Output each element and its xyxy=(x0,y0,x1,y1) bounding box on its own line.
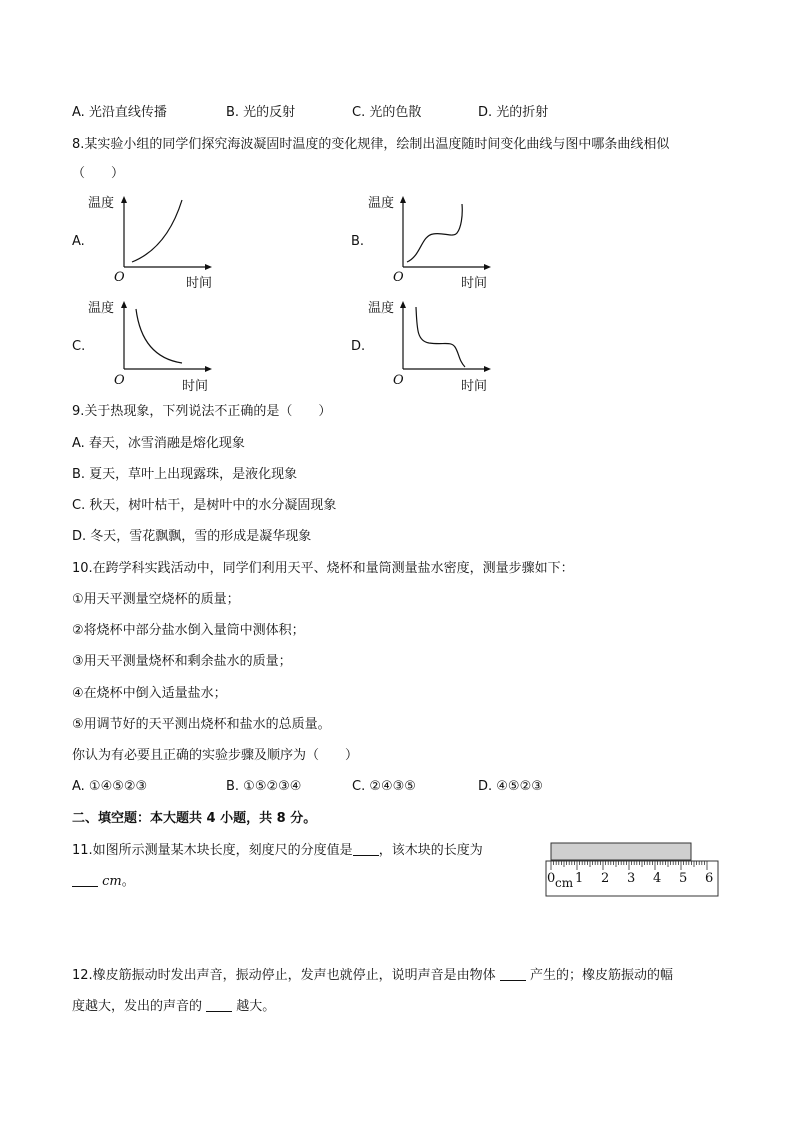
q7-option-b: B. 光的反射 xyxy=(226,105,296,120)
q10-step-5: ⑤用调节好的天平测出烧杯和盐水的总质量。 xyxy=(72,717,331,732)
q10-step-1: ①用天平测量空烧杯的质量； xyxy=(72,592,240,607)
q11-line2 xyxy=(72,872,135,892)
graph-c-ylabel: 温度 xyxy=(88,301,115,316)
q12-line1 xyxy=(72,966,673,986)
q10-options xyxy=(72,777,543,797)
q10-option-b: B. ①⑤②③④ xyxy=(226,779,302,794)
ruler-labels xyxy=(545,871,721,891)
ruler-label-1: 1 xyxy=(575,871,584,886)
ruler-label-2: 2 xyxy=(601,871,610,886)
q7-option-a: A. 光沿直线传播 xyxy=(72,105,167,120)
graph-c-letter: C. xyxy=(72,339,86,354)
q10-option-c: C. ②④③⑤ xyxy=(352,779,416,794)
q8-graph-d xyxy=(351,295,511,394)
graph-d-origin: O xyxy=(393,373,404,388)
q9-option-d: D. 冬天，雪花飘飘，雪的形成是凝华现象 xyxy=(72,529,312,544)
graph-a-ylabel: 温度 xyxy=(88,196,115,211)
q8-paren: （ ） xyxy=(72,166,125,181)
ruler-label-6: 6 xyxy=(705,871,714,886)
ruler-label-4: 4 xyxy=(653,871,662,886)
graph-c-origin: O xyxy=(114,373,125,388)
q11-text1: 11.如图所示测量某木块长度，刻度尺的分度值是 xyxy=(72,843,353,858)
q11-line1 xyxy=(72,841,483,861)
q12-text1: 12.橡皮筋振动时发出声音，振动停止，发声也就停止，说明声音是由物体 xyxy=(72,968,496,983)
q7-options xyxy=(72,103,548,123)
q9-stem: 9.关于热现象，下列说法不正确的是（ ） xyxy=(72,404,332,419)
q11-blank-division[interactable] xyxy=(353,841,379,856)
q12-line2 xyxy=(72,997,275,1017)
ruler-label-0: 0 xyxy=(547,871,556,886)
q10-step-4: ④在烧杯中倒入适量盐水； xyxy=(72,686,227,701)
graph-a-plot xyxy=(72,190,232,286)
q10-step-3: ③用天平测量烧杯和剩余盐水的质量； xyxy=(72,654,292,669)
ruler-label-5: 5 xyxy=(679,871,688,886)
graph-b-letter: B. xyxy=(351,234,365,249)
q11-end: 。 xyxy=(121,874,135,889)
q12-blank-1[interactable] xyxy=(500,966,526,981)
q7-option-d: D. 光的折射 xyxy=(478,105,549,120)
graph-a-letter: A. xyxy=(72,234,85,249)
graph-a-origin: O xyxy=(114,270,125,285)
q12-blank-2[interactable] xyxy=(206,997,232,1012)
q9-option-a: A. 春天，冰雪消融是熔化现象 xyxy=(72,436,245,451)
graph-c-xlabel: 时间 xyxy=(182,379,209,394)
q7-option-c: C. 光的色散 xyxy=(352,105,422,120)
graph-b-ylabel: 温度 xyxy=(368,196,395,211)
ruler-figure xyxy=(545,842,721,898)
q10-ask: 你认为有必要且正确的实验步骤及顺序为（ ） xyxy=(72,748,359,763)
q9-option-c: C. 秋天，树叶枯干，是树叶中的水分凝固现象 xyxy=(72,498,337,513)
section-heading: 二、填空题：本大题共 4 小题，共 8 分。 xyxy=(72,811,317,826)
q10-stem: 10.在跨学科实践活动中，同学们利用天平、烧杯和量筒测量盐水密度，测量步骤如下： xyxy=(72,561,574,576)
q10-step-2: ②将烧杯中部分盐水倒入量筒中测体积； xyxy=(72,623,305,638)
q11-unit: cm xyxy=(102,874,122,889)
q8-stem: 8.某实验小组的同学们探究海波凝固时温度的变化规律，绘制出温度随时间变化曲线与图中哪条曲线相似 xyxy=(72,137,670,152)
q12-text2: 产生的；橡皮筋振动的幅 xyxy=(529,968,673,983)
q8-graph-c xyxy=(72,295,232,394)
graph-d-letter: D. xyxy=(351,339,366,354)
q12-text3: 度越大，发出的声音的 xyxy=(72,999,203,1014)
graph-b-xlabel: 时间 xyxy=(461,276,488,291)
graph-b-origin: O xyxy=(393,270,404,285)
graph-b-plot xyxy=(351,190,511,286)
q10-option-a: A. ①④⑤②③ xyxy=(72,779,148,794)
q11-text2: ，该木块的长度为 xyxy=(378,843,483,858)
ruler-label-3: 3 xyxy=(627,871,636,886)
graph-d-xlabel: 时间 xyxy=(461,379,488,394)
graph-d-plot xyxy=(351,295,511,391)
graph-d-ylabel: 温度 xyxy=(368,301,395,316)
ruler-unit: cm xyxy=(555,876,574,890)
q10-option-d: D. ④⑤②③ xyxy=(478,779,543,794)
q12-text4: 越大。 xyxy=(236,999,276,1014)
graph-c-plot xyxy=(72,295,232,391)
q11-blank-length[interactable] xyxy=(72,872,98,887)
graph-a-xlabel: 时间 xyxy=(186,276,213,291)
q9-option-b: B. 夏天，草叶上出现露珠，是液化现象 xyxy=(72,467,298,482)
q8-graph-b xyxy=(351,190,511,291)
q8-graph-a xyxy=(72,190,232,291)
